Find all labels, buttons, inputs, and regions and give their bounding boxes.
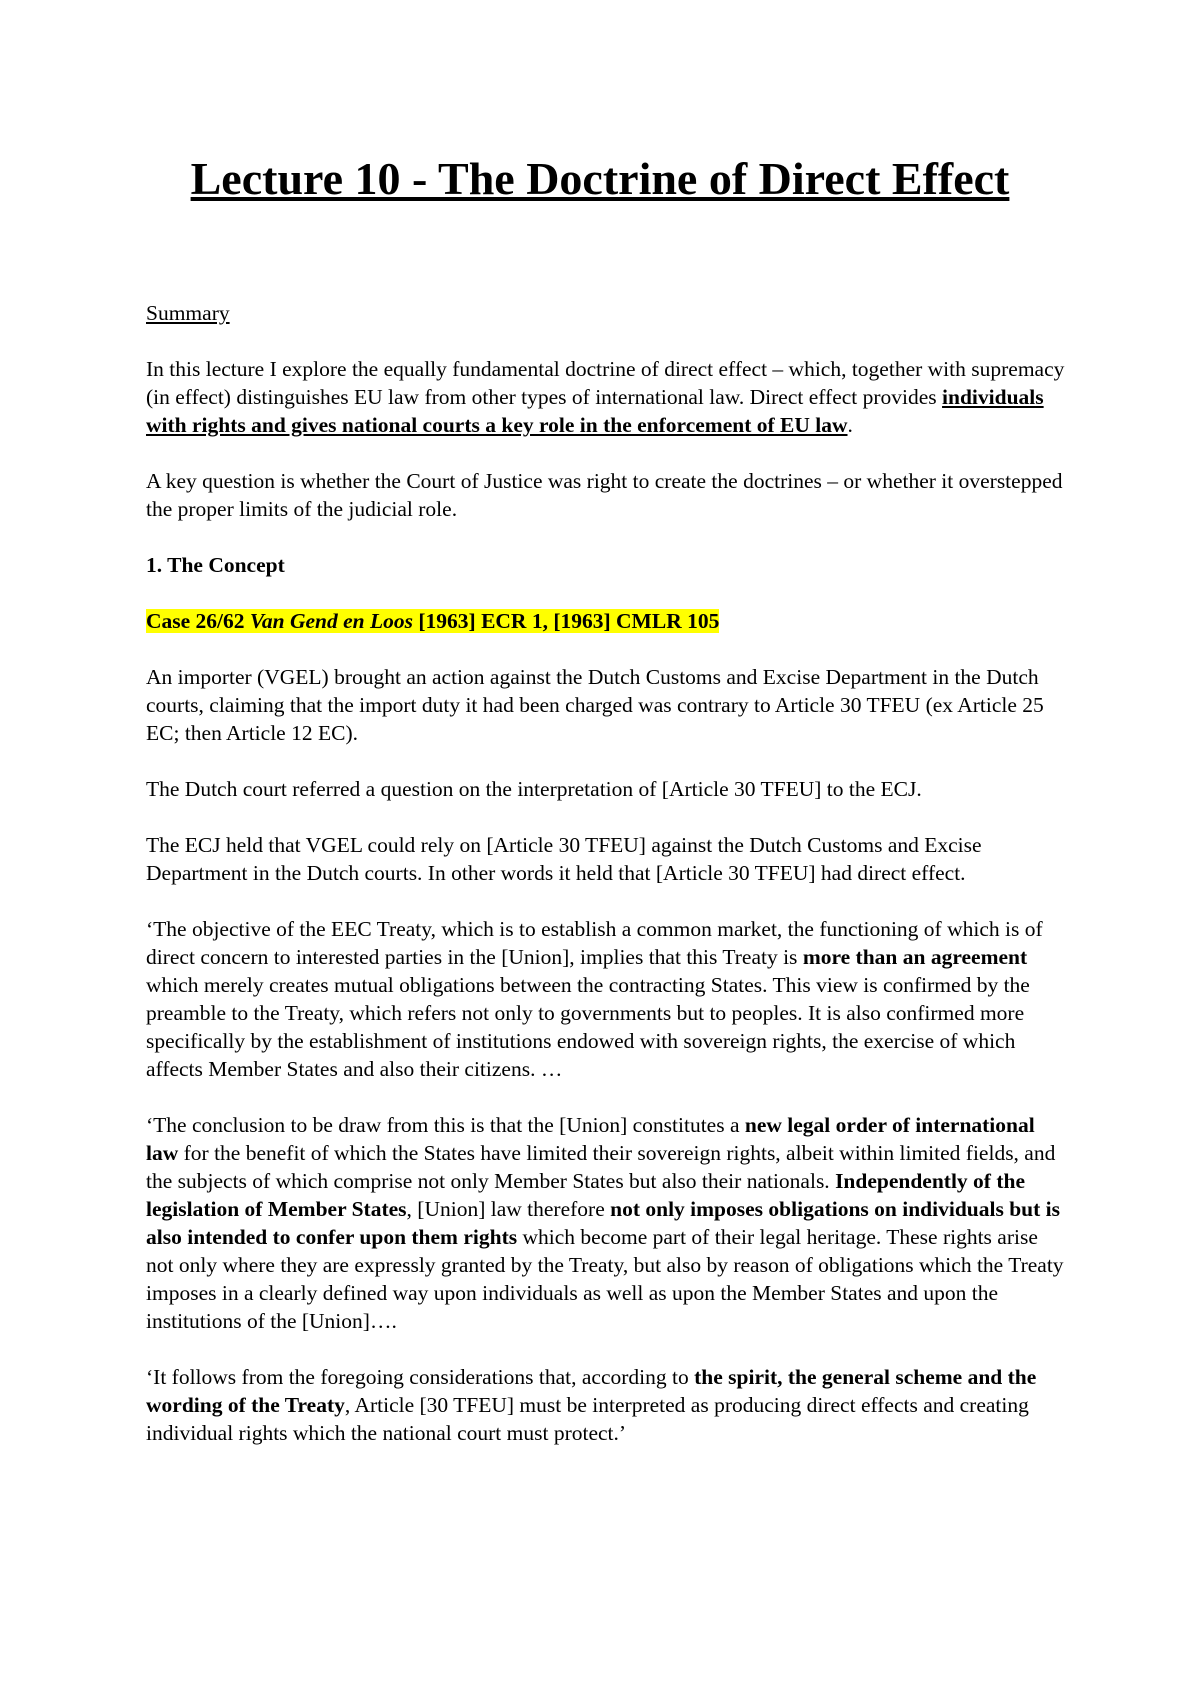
key-question-paragraph: A key question is whether the Court of Justice was right to create the doctrines – or whether it overstepped the proper limits of the judicial role.	[146, 469, 1063, 521]
document-title: Lecture 10 - The Doctrine of Direct Effect	[190, 153, 1010, 204]
facts-paragraph: An importer (VGEL) brought an action against the Dutch Customs and Excise Department in the Dutch courts, claiming that the import duty it had been charged was contrary to Article 30 TFEU (ex Article 25 EC; then Article 12 EC).	[146, 665, 1044, 745]
quote-2-text-end: which become part of their legal heritage. These rights arise not only where they are expressly granted by the Treaty, but also by reason of obligations which the Treaty imposes in a clearly defined way upon individuals as well as upon the Member States and upon the institutions of the [Union]….	[146, 1225, 1064, 1333]
holding-paragraph: The ECJ held that VGEL could rely on [Article 30 TFEU] against the Dutch Customs and Excise Department in the Dutch courts. In other words it held that [Article 30 TFEU] had direct effect.	[146, 833, 982, 885]
quote-1-text-end: which merely creates mutual obligations between the contracting States. This view is confirmed by the preamble to the Treaty, which refers not only to governments but to peoples. It is also confirmed more specifically by the establishment of institutions endowed with sovereign rights, the exercise of which affects Member States and also their citizens. …	[146, 973, 1030, 1081]
case-name: Van Gend en Loos	[249, 609, 413, 633]
case-citation-highlight	[146, 609, 719, 633]
quote-2-text-3: , [Union] law therefore	[406, 1197, 611, 1221]
intro-emphasis: individuals with rights and gives national courts a key role in the enforcement of EU law	[146, 385, 1044, 437]
quote-3-text: ‘It follows from the foregoing considerations that, according to	[146, 1365, 695, 1389]
quote-1-emphasis: more than an agreement	[802, 945, 1028, 969]
summary-label: Summary	[146, 301, 230, 325]
intro-text: In this lecture I explore the equally fundamental doctrine of direct effect – which, together with supremacy (in effect) distinguishes EU law from other types of international law. Direct effect provides	[146, 357, 1065, 409]
case-reference	[146, 607, 1066, 635]
quote-paragraph-3	[146, 1363, 1066, 1447]
quote-2-text: ‘The conclusion to be draw from this is that the [Union] constitutes a	[146, 1113, 745, 1137]
summary-heading	[146, 299, 1066, 327]
quote-3-emphasis: the spirit, the general scheme and the wording of the Treaty	[146, 1365, 1037, 1417]
section-heading: 1. The Concept	[146, 553, 285, 577]
referral-paragraph: The Dutch court referred a question on the interpretation of [Article 30 TFEU] to the ECJ.	[146, 777, 922, 801]
quote-2-emphasis-3: not only imposes obligations on individuals but is also intended to confer upon them rights	[146, 1197, 1060, 1249]
intro-end: .	[847, 413, 853, 437]
quote-2-emphasis-1: new legal order of international law	[146, 1113, 1035, 1165]
case-citation: [1963] ECR 1, [1963] CMLR 105	[413, 609, 720, 633]
quote-2-emphasis-2: Independently of the legislation of Member States	[146, 1169, 1026, 1221]
quote-2-text-2: for the benefit of which the States have limited their sovereign rights, albeit within limited fields, and the subjects of which comprise not only Member States but also their nationals.	[146, 1141, 1056, 1193]
quote-paragraph-1	[146, 915, 1066, 1083]
intro-paragraph	[146, 355, 1066, 439]
quote-3-text-end: , Article [30 TFEU] must be interpreted as producing direct effects and creating individual rights which the national court must protect.’	[146, 1393, 1029, 1445]
quote-paragraph-2	[146, 1111, 1066, 1335]
case-number: Case 26/62	[146, 609, 250, 633]
quote-1-text: ‘The objective of the EEC Treaty, which is to establish a common market, the functioning of which is of direct concern to interested parties in the [Union], implies that this Treaty is	[146, 917, 1043, 969]
document-body	[146, 299, 1066, 1475]
